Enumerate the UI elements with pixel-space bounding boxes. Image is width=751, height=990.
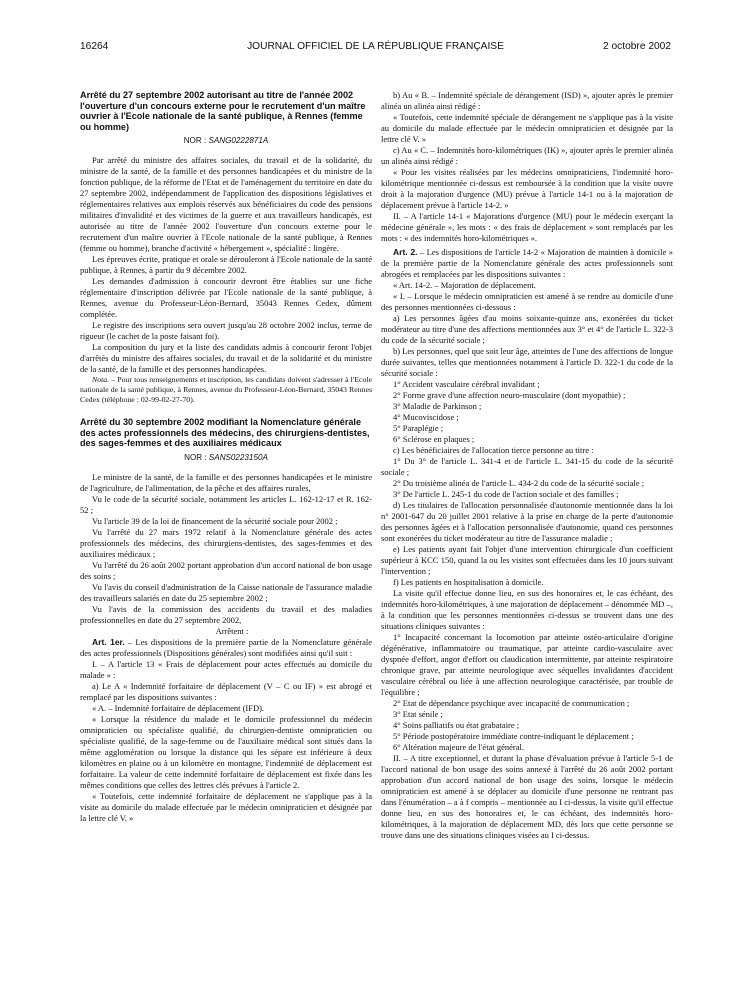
paragraph: « Toutefois, cette indemnité forfaitaire de déplacement ne s'applique pas à la visite au domicile du malade effectuée par le médecin omnipraticien et désignée par la lettre clé V. » — [80, 790, 372, 823]
paragraph: e) Les patients ayant fait l'objet d'une intervention chirurgicale d'un coefficient supérieur à KCC 150, quand la ou les visites sont effectuées dans les 10 jours suivant l'intervention ; — [381, 544, 673, 576]
issue-date: 2 octobre 2002 — [603, 41, 671, 52]
article-2-paragraph — [381, 247, 673, 280]
list-item: 5° Période postopératoire immédiate contre-indiquant le déplacement ; — [393, 731, 634, 741]
paragraph: Vu l'arrêté du 26 août 2002 portant approbation d'un accord national de bon usage des soins ; — [80, 559, 372, 581]
paragraph: La visite qu'il effectue donne lieu, en sus des honoraires et, le cas échéant, des indemnités horo-kilométriques, à une majoration de déplacement – dénommée MD –, à la condition que les personnes mentionnées ci-dessus se trouvent dans une des situations cliniques suivantes : — [381, 588, 673, 631]
paragraph: Le ministre de la santé, de la famille et des personnes handicapées et le ministre de l'agriculture, de l'alimentation, de la pêche et des affaires rurales, — [80, 471, 372, 493]
paragraph: La composition du jury et la liste des candidats admis à concourir feront l'objet d'arrêtés du ministre des affaires sociales, du travail et de la solidarité et du ministre de la santé, de la famille et des personnes handicapées. — [80, 342, 372, 374]
article-text: – Les dispositions de la première partie de la Nomenclature générale des actes professionnels (Dispositions générales) sont modifiées ainsi qu'il suit : — [80, 636, 373, 658]
list-item: 4° Soins palliatifs ou état grabataire ; — [393, 720, 520, 730]
paragraph: b) Au « B. – Indemnité spéciale de dérangement (ISD) », ajouter après le premier alinéa un alinéa ainsi rédigé : — [381, 90, 673, 111]
journal-title: JOURNAL OFFICIEL DE LA RÉPUBLIQUE FRANÇAISE — [247, 41, 504, 52]
paragraph: Les demandes d'admission à concourir devront être établies sur une fiche réglementaire d'inscription délivrée par l'Ecole nationale de la santé publique, à Rennes, avenue du Professeur-Léon-Bernard, 35043 Rennes Cedex, dûment complétée. — [80, 276, 372, 319]
paragraph: Vu l'avis du conseil d'administration de la Caisse nationale de l'assurance maladie des travailleurs salariés en date du 25 septembre 2002 ; — [80, 581, 372, 603]
paragraph: b) Les personnes, quel que soit leur âge, atteintes de l'une des affections de longue durée suivantes, telles que mentionnées notamment à l'article D. 322-1 du code de la sécurité sociale : — [381, 346, 673, 378]
right-column — [381, 90, 673, 841]
left-column — [80, 90, 372, 824]
list-item: 5° Paraplégie ; — [393, 423, 444, 433]
arretent-heading: Arrêtent : — [215, 625, 249, 636]
paragraph: Vu l'article 39 de la loi de financement de la sécurité sociale pour 2002 ; — [92, 515, 338, 526]
paragraph: « I. – Lorsque le médecin omnipraticien est amené à se rendre au domicile d'une des personnes mentionnées ci-dessous : — [381, 291, 673, 312]
paragraph: Les épreuves écrite, pratique et orale se dérouleront à l'Ecole nationale de la santé publique, à Rennes, à partir du 9 décembre 2002. — [80, 254, 372, 275]
list-item: 1° Incapacité concernant la locomotion par atteinte ostéo-articulaire d'origine dégénérative, inflammatoire ou traumatique, par atteinte cardio-vasculaire avec dyspnée d'effort, angor d'effort ou claudication intermittente, par atteinte respiratoire chronique grave, par atteinte neurologique avec séquelles invalidantes d'accident vasculaire cérébral ou liée à une affection neurologique caractérisée, par trouble de l'équilibre ; — [381, 632, 673, 697]
nota-note — [80, 375, 372, 405]
page-number: 16264 — [80, 41, 109, 52]
page-header — [80, 41, 671, 55]
paragraph: c) Les bénéficiaires de l'allocation tierce personne au titre : — [393, 445, 594, 455]
article-1-paragraph — [80, 637, 372, 659]
article-1-nor — [80, 135, 372, 146]
nor-code: SANS0223150A — [208, 452, 268, 462]
nota-label: Nota. – — [92, 375, 116, 384]
paragraph: a) Le A « Indemnité forfaitaire de déplacement (V – C ou IF) » est abrogé et remplacé par les dispositions suivantes : — [80, 680, 372, 702]
paragraph: « Art. 14-2. – Majoration de déplacement. — [393, 280, 536, 290]
list-item: 4° Mucoviscidose ; — [393, 412, 459, 422]
list-item: 3° De l'article L. 245-1 du code de l'action sociale et des familles ; — [393, 489, 619, 499]
paragraph: f) Les patients en hospitalisation à domicile. — [393, 577, 544, 587]
paragraph: Par arrêté du ministre des affaires sociales, du travail et de la solidarité, du ministre de la santé, de la famille et des personnes handicapées et du ministre de la fonction publique, de la réforme de l'Etat et de l'aménagement du territoire en date du 27 septembre 2002, indépendamment de l'application des dispositions législatives et réglementaires relatives aux emplois réservés aux bénéficiaires du code des pensions militaires d'invalidité et des victimes de la guerre et aux travailleurs handicapés, est autorisée au titre de l'année 2002 l'ouverture d'un concours externe pour le recrutement d'un maître ouvrier à l'Ecole nationale de la santé publique, à Rennes (femme ou homme), branche d'activité « hébergement », spécialité : lingère. — [80, 155, 372, 253]
article-2-title: Arrêté du 30 septembre 2002 modifiant la Nomenclature générale des actes professionnels des médecins, des chirurgiens-dentistes, des sages-femmes et des auxiliaires médicaux — [80, 417, 370, 448]
list-item: 6° Altération majeure de l'état général. — [393, 742, 524, 752]
paragraph: « Toutefois, cette indemnité spéciale de dérangement ne s'applique pas à la visite au domicile du malade effectuée par le médecin omnipraticien et désignée par la lettre clé V. » — [381, 112, 673, 144]
paragraph: « Pour les visites réalisées par les médecins omnipraticiens, l'indemnité horo-kilométrique mentionnée ci-dessus est remboursée à la condition que la visite ouvre droit à la majoration d'urgence (MU) prévue à l'article 14-1 ou à la majoration de déplacement prévue à l'article 14-2. » — [381, 167, 673, 210]
paragraph: Le registre des inscriptions sera ouvert jusqu'au 28 octobre 2002 inclus, terme de rigueur (le cachet de la poste faisant foi). — [80, 320, 372, 341]
paragraph: Vu l'arrêté du 27 mars 1972 relatif à la Nomenclature générale des actes professionnels des médecins, des chirurgiens-dentistes, des sages-femmes et des auxiliaires médicaux ; — [80, 526, 372, 559]
list-item: 1° Du 3° de l'article L. 341-4 et de l'article L. 341-15 du code de la sécurité sociale ; — [381, 456, 673, 477]
paragraph: « A. – Indemnité forfaitaire de déplacement (IFD). — [92, 702, 265, 713]
nor-label: NOR : — [184, 452, 207, 462]
article-2-nor — [80, 452, 372, 463]
paragraph: II. – A l'article 14-1 « Majorations d'urgence (MU) pour le médecin exerçant la médecine générale », les mots : « des frais de déplacement » sont remplacés par les mots : « des indemnités horo-kilométriques ». — [381, 211, 673, 243]
paragraph: I. – A l'article 13 « Frais de déplacement pour actes effectués au domicile du malade » : — [80, 658, 372, 680]
list-item: 6° Sclérose en plaques ; — [393, 434, 475, 444]
article-label: Art. 2. — [393, 247, 418, 257]
article-label: Art. 1er. — [92, 636, 125, 647]
list-item: 3° Maladie de Parkinson ; — [393, 401, 482, 411]
list-item: 2° Forme grave d'une affection neuro-musculaire (dont myopathie) ; — [393, 390, 626, 400]
paragraph: d) Les titulaires de l'allocation personnalisée d'autonomie mentionnée dans la loi n° 2001-647 du 20 juillet 2001 relative à la prise en charge de la perte d'autonomie des personnes âgées et à l'allocation personnalisée d'autonomie, quand ces personnes sont exonérées du ticket modérateur au titre de l'assurance maladie ; — [381, 500, 673, 543]
nor-label: NOR : — [183, 136, 207, 145]
article-text: – Les dispositions de l'article 14-2 « Majoration de maintien à domicile » de la première partie de la Nomenclature générale des actes professionnels sont abrogées et remplacées par les dispositions suivantes : — [381, 247, 673, 279]
paragraph: II. – A titre exceptionnel, et durant la phase d'évaluation prévue à l'article 5-1 de l'accord national de bon usage des soins annexé à l'arrêté du 26 août 2002 portant approbation d'un accord national de bon usage des soins, lorsque le médecin omnipraticien est amené à se déplacer au domicile d'une personne ne rentrant pas dans l'énumération – a à f compris – mentionnée au I ci-dessus, la visite qu'il effectue donne lieu, en sus des honoraires et, le cas échéant, des indemnités horo-kilométriques, à la majoration de déplacement MD, dès lors que cette personne se trouve dans une des situations cliniques visées au I ci-dessus. — [381, 753, 673, 840]
nor-code: SANG0222871A — [208, 136, 269, 145]
paragraph: a) Les personnes âgées d'au moins soixante-quinze ans, exonérées du ticket modérateur au titre d'une des affections mentionnées aux 3° et 4° de l'article L. 322-3 du code de la sécurité sociale ; — [381, 313, 673, 345]
paragraph: Vu le code de la sécurité sociale, notamment les articles L. 162-12-17 et R. 162-52 ; — [80, 493, 372, 515]
paragraph: « Lorsque la résidence du malade et le domicile professionnel du médecin omnipraticien ou spécialiste qualifié, du chirurgien-dentiste omnipraticien ou spécialiste qualifié, de la sage-femme ou de l'auxiliaire médical sont situés dans la même agglomération ou lorsque la distance qui les sépare est inférieure à deux kilomètres en plaine ou à un kilomètre en montagne, l'indemnité de déplacement est forfaitaire. La valeur de cette indemnité forfaitaire de déplacement est fixée dans les mêmes conditions que celles des lettres clés prévues à l'article 2. — [80, 713, 372, 790]
nota-text: Pour tous renseignements et inscription, les candidats doivent s'adresser à l'Ecole nationale de la santé publique, à Rennes, avenue du Professeur-Léon-Bernard, 35043 Rennes Cedex (téléphone : 02-99-02-27-70). — [80, 375, 372, 404]
list-item: 1° Accident vasculaire cérébral invalidant ; — [393, 379, 540, 389]
list-item: 3° Etat sénile ; — [393, 709, 443, 719]
paragraph: Vu l'avis de la commission des accidents du travail et des maladies professionnelles en date du 27 septembre 2002, — [80, 603, 372, 625]
paragraph: c) Au « C. – Indemnités horo-kilométriques (IK) », ajouter après le premier alinéa un alinéa ainsi rédigé : — [381, 145, 673, 166]
article-1-title: Arrêté du 27 septembre 2002 autorisant au titre de l'année 2002 l'ouverture d'un concours externe pour le recrutement d'un maître ouvrier à l'Ecole nationale de la santé publique, à Rennes (femme ou homme) — [80, 90, 366, 132]
list-item: 2° Du troisième alinéa de l'article L. 434-2 du code de la sécurité sociale ; — [393, 478, 645, 488]
list-item: 2° Etat de dépendance psychique avec incapacité de communication ; — [393, 698, 630, 708]
